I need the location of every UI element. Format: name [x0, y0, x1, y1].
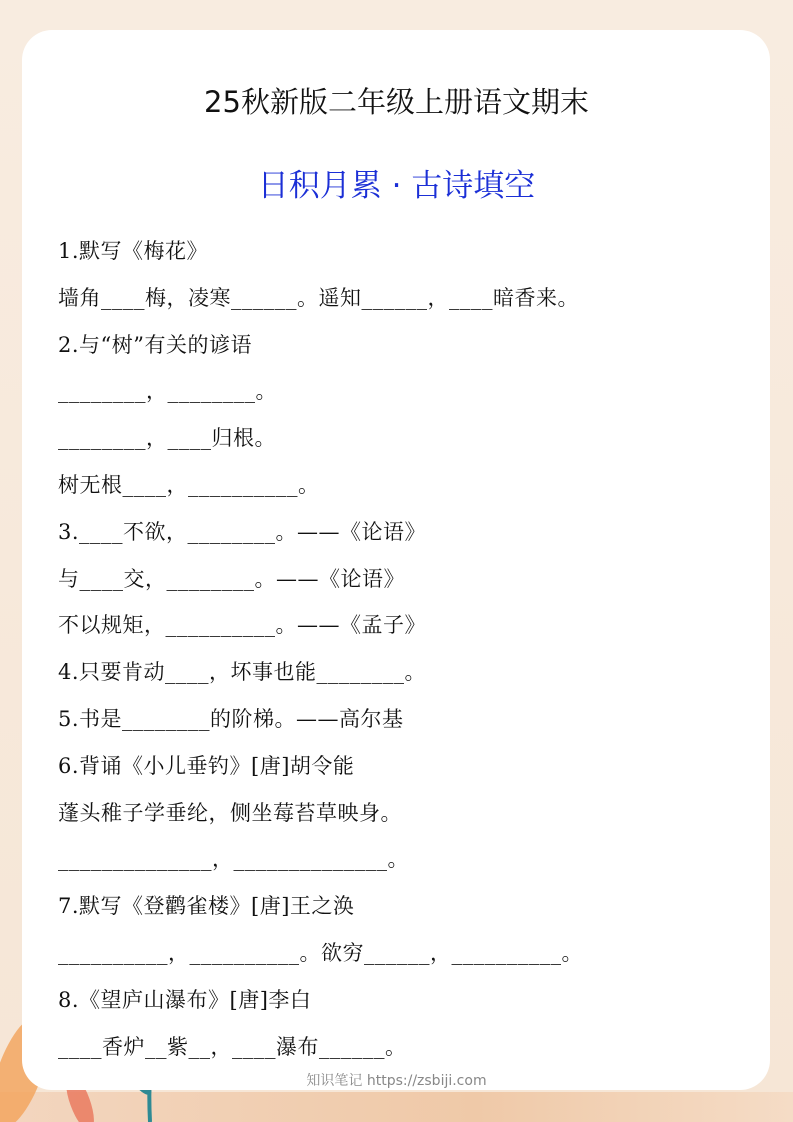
exercise-line: 3.____不欲，________。——《论语》: [58, 519, 427, 544]
exercise-list: [58, 234, 583, 1076]
exercise-line: 墙角____梅，凌寒______。遥知______，____暗香来。: [58, 285, 579, 310]
exercise-line: 7.默写《登鹳雀楼》[唐]王之涣: [58, 894, 355, 919]
exercise-line: 不以规矩，__________。——《孟子》: [58, 613, 426, 638]
exercise-line: 8.《望庐山瀑布》[唐]李白: [58, 987, 312, 1012]
exercise-line: 树无根____，__________。: [58, 472, 320, 497]
exercise-line: ______________，______________。: [58, 847, 409, 872]
exercise-line: 6.背诵《小儿垂钓》[唐]胡令能: [58, 753, 355, 778]
exercise-line: 蓬头稚子学垂纶，侧坐莓苔草映身。: [58, 800, 402, 825]
page-title: 25秋新版二年级上册语文期末: [204, 85, 589, 119]
exercise-line: 1.默写《梅花》: [58, 239, 209, 263]
exercise-line: ________，________。: [58, 379, 277, 404]
watermark-footer: 知识笔记 https://zsbiji.com: [306, 1073, 487, 1089]
section-subtitle: 日积月累 · 古诗填空: [257, 168, 536, 204]
exercise-line: ________，____归根。: [58, 426, 276, 451]
exercise-line: ____香炉__紫__，____瀑布______。: [58, 1034, 407, 1059]
exercise-line: 2.与“树”有关的谚语: [58, 332, 253, 357]
exercise-line: 4.只要肯动____，坏事也能________。: [58, 660, 427, 685]
exercise-line: 5.书是________的阶梯。——高尔基: [58, 706, 404, 731]
exercise-line: __________，__________。欲穷______，__________。: [58, 940, 583, 965]
exercise-line: 与____交，________。——《论语》: [58, 566, 405, 591]
